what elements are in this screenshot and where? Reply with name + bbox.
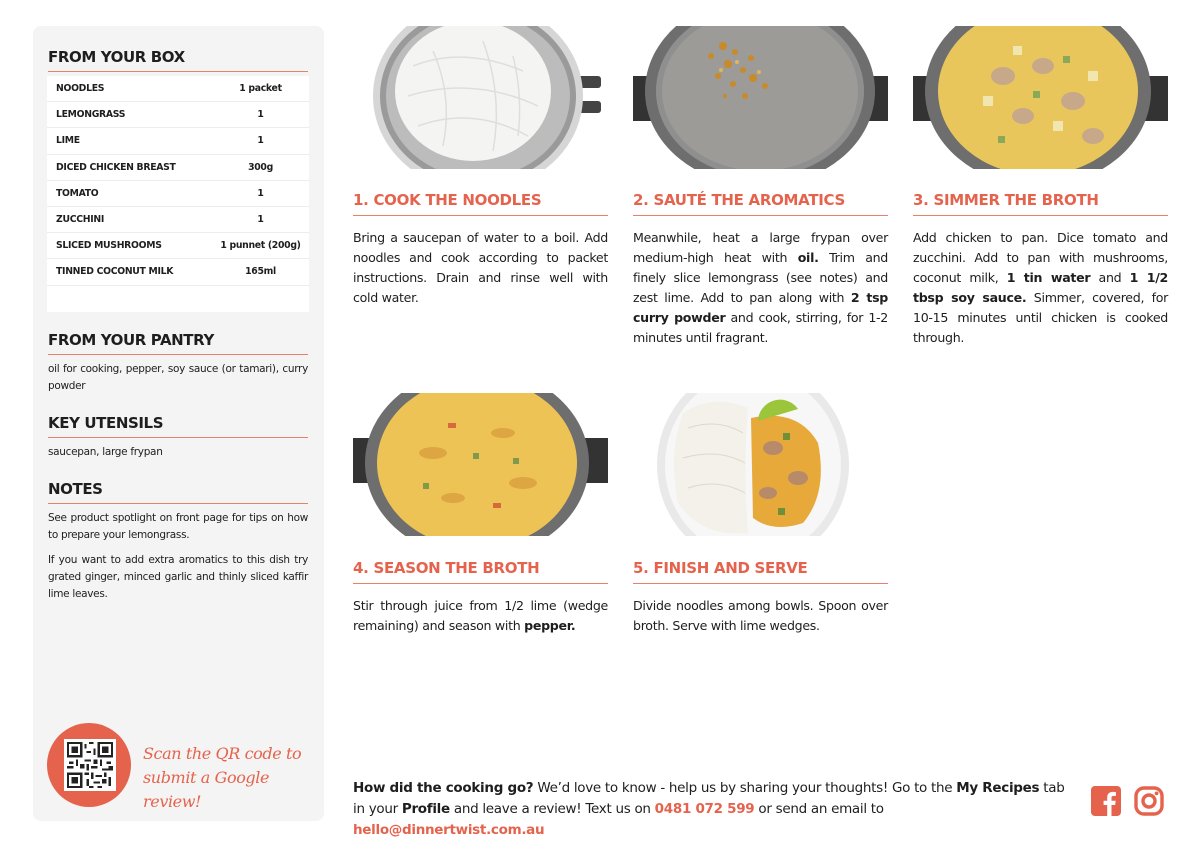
footer-text-segment: or send an email to xyxy=(754,801,884,817)
pantry-text: oil for cooking, pepper, soy sauce (or tamari), curry powder xyxy=(48,363,308,392)
qr-prompt-line-1: Scan the QR code to xyxy=(143,744,302,763)
step-4-text xyxy=(353,596,608,636)
facebook-icon[interactable] xyxy=(1090,785,1122,817)
step-text-segment: Trim and finely slice lemongrass (see notes) and zest lime. Add to pan along with xyxy=(633,250,888,305)
step-text-segment: Simmer, covered, for 10-15 minutes until chicken is cooked through. xyxy=(913,290,1168,345)
step-5-text xyxy=(633,596,888,636)
footer-text-segment: We’d love to know - help us by sharing your thoughts! Go to the xyxy=(533,780,957,796)
ingredients-table xyxy=(47,76,309,312)
ingredient-quantity: 165ml xyxy=(245,266,276,278)
step-text-segment: and cook, stirring, for 1-2 minutes until fragrant. xyxy=(633,310,888,345)
footer-text-segment: tab in your xyxy=(353,780,1065,817)
ingredient-name: ZUCCHINI xyxy=(56,214,105,226)
ingredient-quantity: 1 xyxy=(257,109,264,121)
key-utensils-title: KEY UTENSILS xyxy=(48,414,308,438)
step-3-photo xyxy=(913,26,1168,169)
step-text-segment: Stir through juice from 1/2 lime (wedge remaining) and season with xyxy=(353,598,608,633)
step-4-photo xyxy=(353,393,608,536)
instagram-icon[interactable] xyxy=(1133,785,1165,817)
step-text-segment: Bring a saucepan of water to a boil. Add noodles and cook according to packet instructions. Drain and rinse well with cold water. xyxy=(353,230,608,305)
ingredient-name: TINNED COCONUT MILK xyxy=(56,266,174,278)
ingredient-name: NOODLES xyxy=(56,83,105,95)
ingredient-row xyxy=(47,181,309,207)
step-text-segment: and xyxy=(1090,270,1130,285)
step-bold-text: 2 tsp curry powder xyxy=(633,290,888,325)
ingredient-row xyxy=(47,233,309,259)
step-3-title: 3. SIMMER THE BROTH xyxy=(913,191,1168,216)
notes-text-1: See product spotlight on front page for tips on how to prepare your lemongrass. xyxy=(48,512,308,541)
step-1-text xyxy=(353,228,608,308)
step-bold-text: oil. xyxy=(797,250,819,265)
notes-title: NOTES xyxy=(48,480,308,504)
footer-text-segment: My Recipes xyxy=(956,780,1040,796)
ingredient-row xyxy=(47,102,309,128)
ingredient-quantity: 1 xyxy=(257,187,264,199)
ingredient-quantity: 1 packet xyxy=(239,83,282,95)
from-your-pantry-title: FROM YOUR PANTRY xyxy=(48,331,308,355)
ingredient-name: TOMATO xyxy=(56,187,99,199)
step-bold-text: pepper. xyxy=(524,618,576,633)
footer-text-segment: Profile xyxy=(401,801,450,817)
qr-prompt-line-2: submit a Google review! xyxy=(143,768,270,811)
review-prompt-footer xyxy=(353,778,1078,841)
ingredient-name: LEMONGRASS xyxy=(56,109,126,121)
step-5-title: 5. FINISH AND SERVE xyxy=(633,559,888,584)
step-text-segment: Add chicken to pan. Dice tomato and zucchini. Add to pan with mushrooms, coconut milk, xyxy=(913,230,1168,285)
ingredient-quantity: 1 xyxy=(257,135,264,147)
footer-contact-link[interactable]: 0481 072 599 xyxy=(654,801,755,817)
step-1-title: 1. COOK THE NOODLES xyxy=(353,191,608,216)
step-4-title: 4. SEASON THE BROTH xyxy=(353,559,608,584)
ingredient-row xyxy=(47,259,309,285)
ingredient-name: DICED CHICKEN BREAST xyxy=(56,161,176,173)
qr-prompt xyxy=(143,742,313,814)
qr-badge xyxy=(47,723,131,807)
ingredient-quantity: 1 punnet (200g) xyxy=(220,240,301,252)
ingredient-quantity: 1 xyxy=(257,214,264,226)
ingredient-row xyxy=(47,76,309,102)
qr-code-icon[interactable] xyxy=(64,739,116,791)
step-5-photo xyxy=(633,393,888,536)
step-3-text xyxy=(913,228,1168,348)
step-bold-text: 1 1/2 tbsp soy sauce. xyxy=(913,270,1168,305)
ingredients-sidebar xyxy=(33,26,324,821)
footer-text-segment: How did the cooking go? xyxy=(353,780,534,796)
step-2-photo xyxy=(633,26,888,169)
ingredient-row xyxy=(47,155,309,181)
notes-text-2: If you want to add extra aromatics to this dish try grated ginger, minced garlic and thinly sliced kaffir lime leaves. xyxy=(48,554,308,600)
step-2-title: 2. SAUTÉ THE AROMATICS xyxy=(633,191,888,216)
footer-text-segment: and leave a review! Text us on xyxy=(449,801,655,817)
utensils-text: saucepan, large frypan xyxy=(48,446,163,458)
ingredient-quantity: 300g xyxy=(248,161,273,173)
step-1-photo xyxy=(353,26,608,169)
step-text-segment: Meanwhile, heat a large frypan over medium-high heat with xyxy=(633,230,888,265)
from-your-box-title: FROM YOUR BOX xyxy=(48,48,308,72)
footer-contact-link[interactable]: hello@dinnertwist.com.au xyxy=(353,822,545,838)
ingredient-name: SLICED MUSHROOMS xyxy=(56,240,162,252)
step-2-text xyxy=(633,228,888,348)
ingredient-row xyxy=(47,207,309,233)
step-text-segment: Divide noodles among bowls. Spoon over broth. Serve with lime wedges. xyxy=(633,598,888,633)
step-bold-text: 1 tin water xyxy=(1006,270,1091,285)
ingredient-name: LIME xyxy=(56,135,80,147)
ingredient-row xyxy=(47,128,309,154)
